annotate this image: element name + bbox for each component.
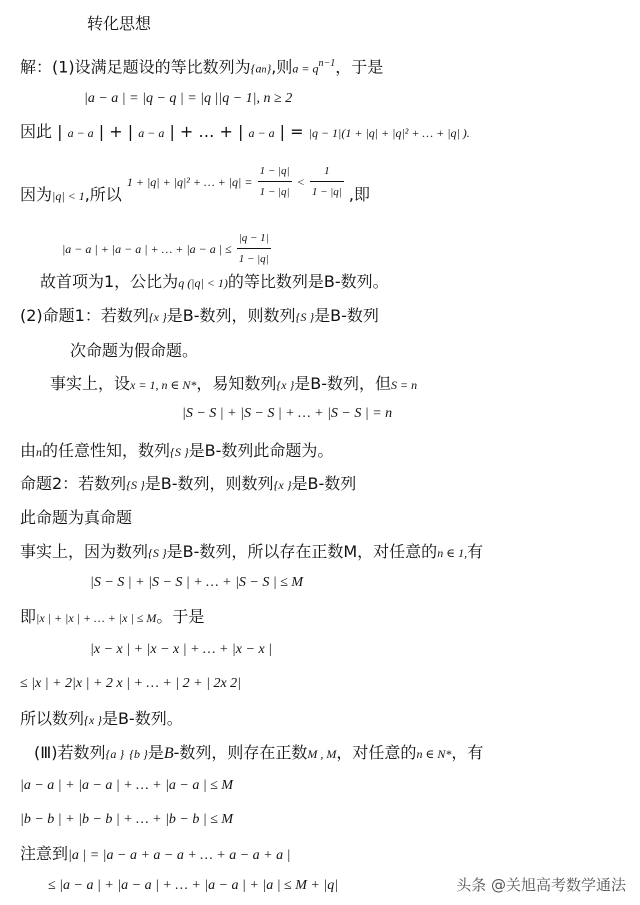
text-line: 次命题为假命题。	[70, 341, 199, 360]
text-line: 此命题为真命题	[20, 508, 133, 527]
fraction: $\frac{1 - |q|}{1 - |q|}$	[258, 161, 292, 202]
text-line: 事实上，因为数列{S }是B-数列，所以存在正数M，对任意的n ∈ 1,有	[20, 542, 484, 561]
fraction: $\frac{|q - 1|}{1 - |q|}$	[237, 228, 271, 269]
fraction: $\frac{1}{1 - |q|}$	[310, 161, 344, 202]
section-title: 转化思想	[87, 14, 152, 33]
text-line: 因此 | a − a | + | a − a | + … + | a − a | = |q − 1|(1 + |q| + |q|² + … + |q| ).	[20, 122, 470, 141]
text-line: 因为|q| < 1,所以 $^{1 + |q| + |q|^2 + \dots + |q| =}$ $\frac{1 - |q|}{1 - |q|}$ < $\frac{1}{1 - |q|}$ ,即	[20, 175, 370, 216]
text-line: (Ⅲ)若数列{a } {b }是B-数列，则存在正数M , M，对任意的n ∈ N*，有	[34, 743, 484, 762]
text-line: (2)命题1：若数列{x }是B-数列，则数列{S }是B-数列	[20, 306, 379, 325]
formula-line: |S − S | + |S − S | + … + |S − S | ≤ M	[90, 575, 304, 590]
text-line: 解：(1)设满足题设的等比数列为{an},则$a = q^{n-1}$，于是	[20, 57, 384, 77]
text-line: 所以数列{x }是B-数列。	[20, 709, 183, 728]
formula-line: ≤ |a − a | + |a − a | + … + |a − a | + |a | ≤ M + |q|	[48, 878, 339, 893]
formula-line: |a − a | + |a − a | + … + |a − a | ≤ M	[20, 778, 234, 793]
formula-line: |b − b | + |b − b | + … + |b − b | ≤ M	[20, 812, 234, 827]
text-line: 即|x | + |x | + … + |x | ≤ M。于是	[20, 607, 205, 626]
formula-line: |a − a | = |q − q | = |q ||q − 1|, n ≥ 2	[84, 91, 293, 106]
text-line: 事实上，设x = 1, n ∈ N*，易知数列{x }是B-数列，但S = n	[50, 374, 418, 393]
text-line: 由n的任意性知，数列{S }是B-数列此命题为。	[20, 441, 334, 460]
watermark: 头条 @关旭高考数学通法	[456, 876, 626, 894]
text-line: 命题2：若数列{S }是B-数列，则数列{x }是B-数列	[20, 474, 357, 493]
text-line: 故首项为1，公比为q (|q| < 1)的等比数列是B-数列。	[40, 272, 389, 291]
formula-line: |S − S | + |S − S | + … + |S − S | = n	[182, 406, 393, 421]
formula-line: |a − a | + |a − a | + … + |a − a | ≤ $\frac{|q - 1|}{1 - |q|}$	[62, 228, 271, 269]
formula-line: ≤ |x | + 2|x | + 2 x | + … + | 2 + | 2x 2|	[20, 676, 242, 691]
formula-line: |x − x | + |x − x | + … + |x − x |	[90, 642, 273, 657]
text-line: 注意到|a | = |a − a + a − a + … + a − a + a |	[20, 844, 291, 863]
